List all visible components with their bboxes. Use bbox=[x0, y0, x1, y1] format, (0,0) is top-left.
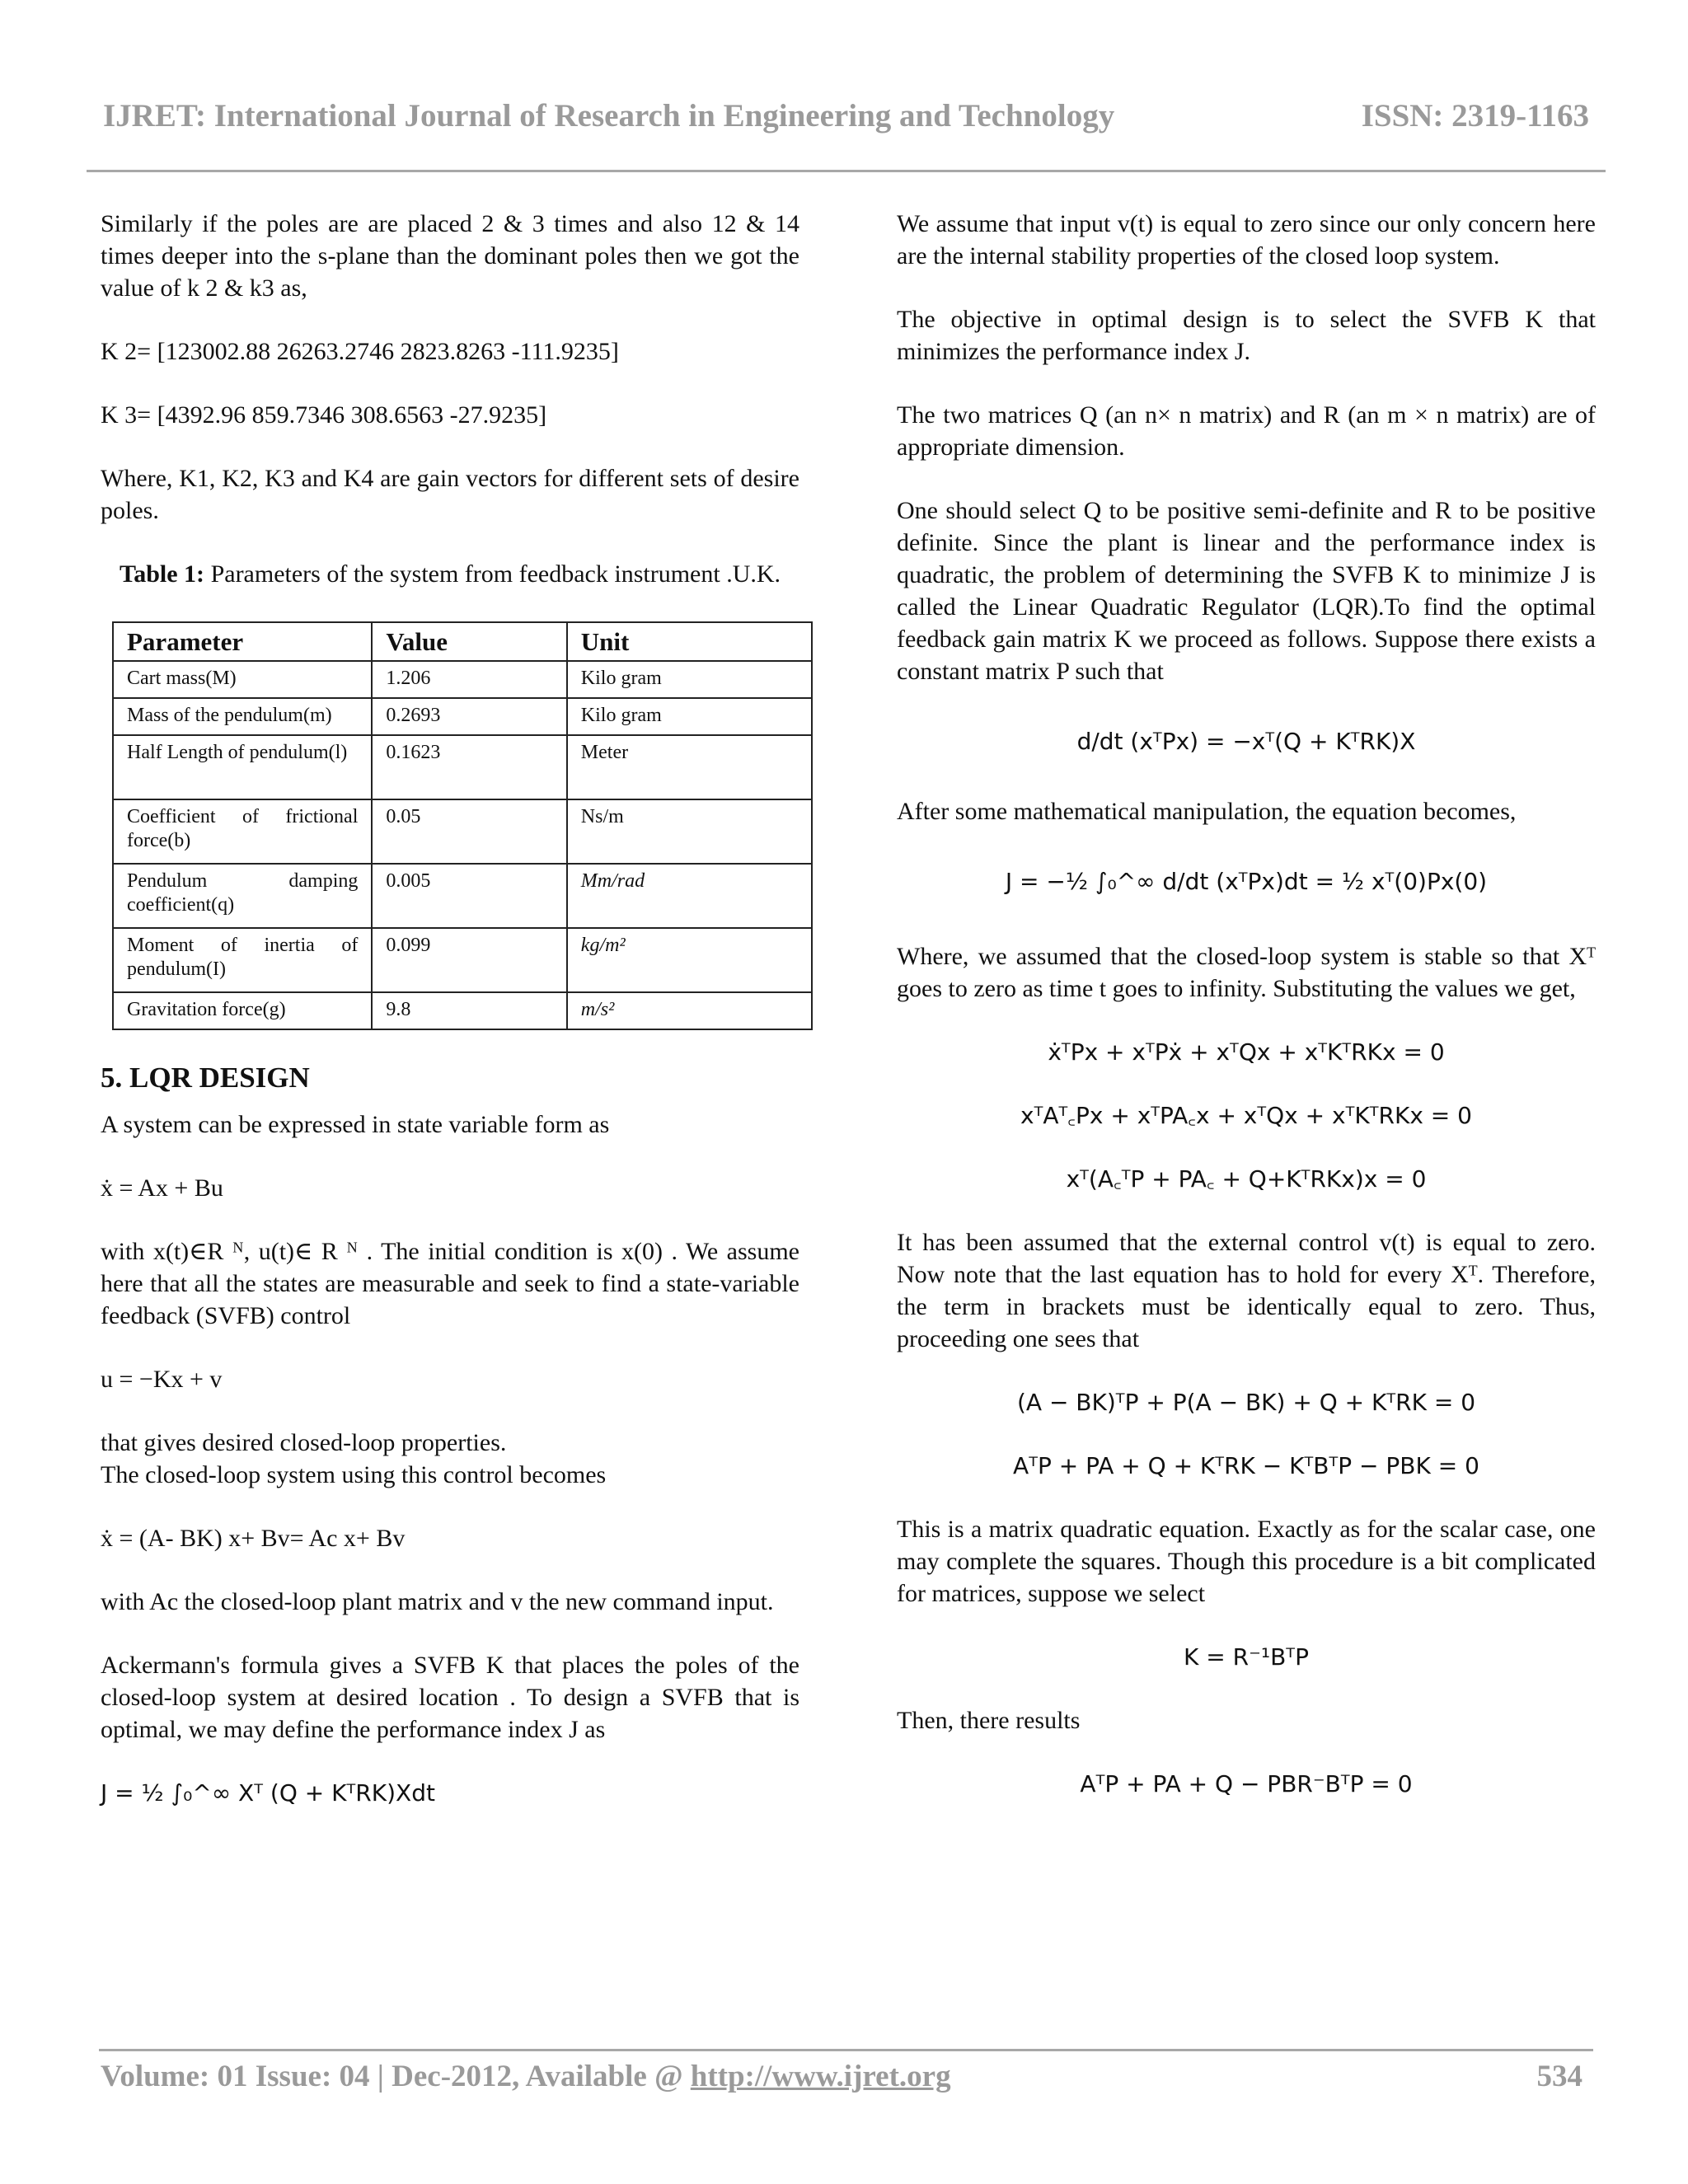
table-row bbox=[113, 928, 812, 992]
table-header-row bbox=[113, 622, 812, 661]
table-cell: 9.8 bbox=[372, 992, 566, 1029]
table-cell: Kilo gram bbox=[567, 661, 812, 698]
table-row bbox=[113, 992, 812, 1029]
table-caption bbox=[101, 558, 799, 590]
paragraph: This is a matrix quadratic equation. Exactly as for the scalar case, one may complete the squares. Though this procedure is a bit complicated for matrices, suppose we select bbox=[897, 1516, 1596, 1607]
table-cell: 0.1623 bbox=[372, 735, 566, 799]
table-header: Value bbox=[372, 622, 566, 661]
paragraph: Ackermann's formula gives a SVFB K that places the poles of the closed-loop system at desired location . To design a SVFB that is optimal, we may define the performance index J as bbox=[101, 1652, 799, 1743]
footer-link[interactable]: http://www.ijret.org bbox=[690, 2060, 951, 2093]
equation-control: u = −Kx + v bbox=[101, 1366, 223, 1393]
journal-title: IJRET: International Journal of Research in Engineering and Technology bbox=[103, 98, 1115, 134]
table-row bbox=[113, 799, 812, 864]
paragraph: A system can be expressed in state variable form as bbox=[101, 1111, 610, 1138]
table-cell: Moment of inertia of pendulum(I) bbox=[113, 928, 372, 992]
paragraph: The objective in optimal design is to select the SVFB K that minimizes the performance index J. bbox=[897, 306, 1596, 365]
header-rule bbox=[87, 170, 1606, 172]
footer-volume bbox=[101, 2059, 951, 2094]
equation: xᵀAᵀ꜀Px + xᵀPA꜀x + xᵀQx + xᵀKᵀRKx = 0 bbox=[1020, 1102, 1472, 1129]
table-cell: Cart mass(M) bbox=[113, 661, 372, 698]
table-row bbox=[113, 735, 812, 799]
equation: ẋᵀPx + xᵀPẋ + xᵀQx + xᵀKᵀRKx = 0 bbox=[1048, 1038, 1445, 1066]
paragraph: Where, we assumed that the closed-loop system is stable so that Xᵀ goes to zero as time t goes to infinity. Substituting the values we get, bbox=[897, 943, 1596, 1002]
table-cell: 0.2693 bbox=[372, 698, 566, 735]
paragraph: Where, K1, K2, K3 and K4 are gain vectors for different sets of desire poles. bbox=[101, 465, 799, 524]
paragraph: Similarly if the poles are are placed 2 & 3 times and also 12 & 14 times deeper into the s-plane than the dominant poles then we got the value of k 2 & k3 as, bbox=[101, 210, 799, 302]
table-cell: Ns/m bbox=[567, 799, 812, 864]
section-heading: 5. LQR DESIGN bbox=[101, 1062, 310, 1094]
footer-rule bbox=[99, 2049, 1593, 2051]
table-cell: Gravitation force(g) bbox=[113, 992, 372, 1029]
table-cell: 0.005 bbox=[372, 864, 566, 928]
equation: K = R⁻¹BᵀP bbox=[1184, 1643, 1309, 1671]
table-cell: m/s² bbox=[567, 992, 812, 1029]
table-cell: Mm/rad bbox=[567, 864, 812, 928]
table-row bbox=[113, 864, 812, 928]
table-cell: 0.099 bbox=[372, 928, 566, 992]
equation: AᵀP + PA + Q + KᵀRK − KᵀBᵀP − PBK = 0 bbox=[1013, 1452, 1479, 1479]
table-cell: Kilo gram bbox=[567, 698, 812, 735]
equation-performance-index: J = ½ ∫₀^∞ Xᵀ (Q + KᵀRK)Xdt bbox=[101, 1779, 435, 1807]
table-cell: Mass of the pendulum(m) bbox=[113, 698, 372, 735]
paragraph: The closed-loop system using this control becomes bbox=[101, 1461, 607, 1488]
paragraph: After some mathematical manipulation, the equation becomes, bbox=[897, 798, 1517, 825]
table-row bbox=[113, 698, 812, 735]
equation: (A − BK)ᵀP + P(A − BK) + Q + KᵀRK = 0 bbox=[1016, 1389, 1476, 1416]
table-caption-label: Table 1: bbox=[119, 560, 205, 588]
equation: J = −½ ∫₀^∞ d/dt (xᵀPx)dt = ½ xᵀ(0)Px(0) bbox=[1005, 868, 1488, 895]
issn: ISSN: 2319-1163 bbox=[1361, 98, 1589, 134]
gain-k2: K 2= [123002.88 26263.2746 2823.8263 -111.9235] bbox=[101, 338, 619, 365]
equation: xᵀ(A꜀ᵀP + PA꜀ + Q+KᵀRKx)x = 0 bbox=[1066, 1165, 1427, 1193]
paragraph: The two matrices Q (an n× n matrix) and R (an m × n matrix) are of appropriate dimension. bbox=[897, 401, 1596, 461]
table-cell: 0.05 bbox=[372, 799, 566, 864]
table-cell: Coefficient of frictional force(b) bbox=[113, 799, 372, 864]
paragraph: Then, there results bbox=[897, 1707, 1081, 1734]
equation: AᵀP + PA + Q − PBR⁻BᵀP = 0 bbox=[1080, 1770, 1413, 1797]
table-row bbox=[113, 661, 812, 698]
table-header: Unit bbox=[567, 622, 812, 661]
table-caption-text: Parameters of the system from feedback instrument .U.K. bbox=[204, 560, 781, 588]
table-cell: kg/m² bbox=[567, 928, 812, 992]
footer-volume-text: Volume: 01 Issue: 04 | Dec-2012, Available @ bbox=[101, 2060, 691, 2093]
equation: d/dt (xᵀPx) = −xᵀ(Q + KᵀRK)X bbox=[1076, 728, 1416, 755]
gain-k3: K 3= [4392.96 859.7346 308.6563 -27.9235] bbox=[101, 401, 547, 429]
paragraph: One should select Q to be positive semi-definite and R to be positive definite. Since the plant is linear and the performance index is quadratic, the problem of determining the SVFB K to minimize J is called the Linear Quadratic Regulator (LQR).To find the optimal feedback gain matrix K we proceed as follows. Suppose there exists a constant matrix P such that bbox=[897, 497, 1596, 685]
right-column bbox=[897, 208, 1596, 1831]
paragraph: We assume that input v(t) is equal to zero since our only concern here are the internal stability properties of the closed loop system. bbox=[897, 210, 1596, 269]
page-number: 534 bbox=[1536, 2060, 1582, 2093]
table-cell: Half Length of pendulum(l) bbox=[113, 735, 372, 799]
parameters-table bbox=[112, 621, 813, 1030]
left-column bbox=[101, 208, 799, 1840]
equation-state: ẋ = Ax + Bu bbox=[101, 1174, 223, 1202]
paragraph: It has been assumed that the external control v(t) is equal to zero. Now note that the last equation has to hold for every Xᵀ. Therefore, the term in brackets must be identically equal to zero. Thus, proceeding one sees that bbox=[897, 1229, 1596, 1352]
paragraph: with Ac the closed-loop plant matrix and v the new command input. bbox=[101, 1588, 774, 1615]
paragraph: that gives desired closed-loop properties. bbox=[101, 1429, 507, 1456]
paragraph: with x(t)∈R ᴺ, u(t)∈ R ᴺ . The initial condition is x(0) . We assume here that all the states are measurable and seek to find a state-variable feedback (SVFB) control bbox=[101, 1238, 799, 1329]
equation-closed-loop: ẋ = (A- BK) x+ Bv= Ac x+ Bv bbox=[101, 1525, 406, 1552]
table-cell: 1.206 bbox=[372, 661, 566, 698]
table-cell: Pendulum damping coefficient(q) bbox=[113, 864, 372, 928]
table-cell: Meter bbox=[567, 735, 812, 799]
table-header: Parameter bbox=[113, 622, 372, 661]
